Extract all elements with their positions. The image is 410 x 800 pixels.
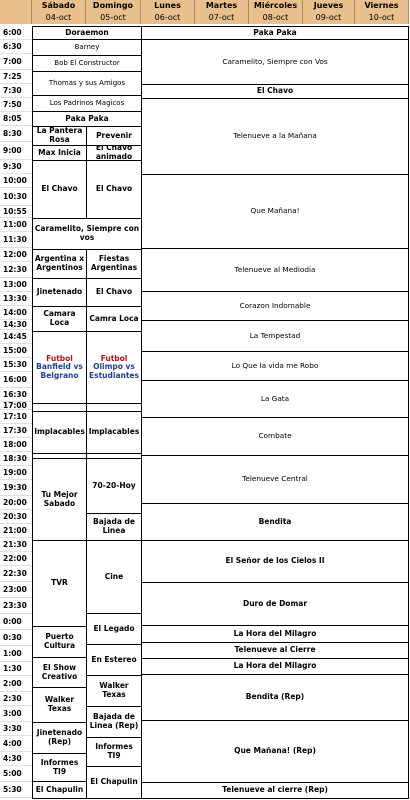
time-label: 13:00 bbox=[0, 278, 32, 292]
time-label: 9:30 bbox=[0, 160, 32, 174]
program-futbol-sun bbox=[86, 331, 142, 404]
time-label: 7:30 bbox=[0, 84, 32, 98]
header-day-tuesday: Martes bbox=[195, 0, 249, 11]
program-paka-paka-weekend: Paka Paka bbox=[32, 111, 142, 127]
time-label: 10:55 bbox=[0, 206, 32, 218]
time-label: 21:30 bbox=[0, 538, 32, 552]
program-pantera-rosa: La Pantera Rosa bbox=[32, 126, 87, 146]
header-corner bbox=[0, 0, 32, 11]
program-argentina-x-argentinos: Argentina x Argentinos bbox=[32, 249, 87, 279]
program-jinetenado: Jinetenado bbox=[32, 278, 87, 307]
time-label: 15:30 bbox=[0, 358, 32, 372]
time-label: 11:00 bbox=[0, 218, 32, 232]
time-label: 4:00 bbox=[0, 736, 32, 752]
header-corner-date bbox=[0, 11, 32, 24]
time-label: 16:30 bbox=[0, 388, 32, 402]
time-label: 16:00 bbox=[0, 372, 32, 388]
time-label: 11:30 bbox=[0, 232, 32, 248]
futbol-match: Olimpo vs Estudiantes bbox=[89, 362, 139, 380]
program-telenueve-al-mediodia: Telenueve al Mediodia bbox=[141, 248, 409, 292]
time-label: 8:05 bbox=[0, 112, 32, 126]
program-fiestas-argentinas: Fiestas Argentinas bbox=[86, 249, 142, 279]
time-label: 13:30 bbox=[0, 292, 32, 306]
program-el-chavo-sun: El Chavo bbox=[86, 160, 142, 219]
program-telenueve-al-cierre-rep: Telenueve al cierre (Rep) bbox=[141, 782, 409, 799]
program-implacables-sun: Implacables bbox=[86, 411, 142, 454]
program-caramelito-weekend: Caramelito, Siempre con vos bbox=[32, 218, 142, 250]
time-label: 23:30 bbox=[0, 598, 32, 614]
program-telenueve-central: Telenueve Central bbox=[141, 455, 409, 504]
time-label: 22:30 bbox=[0, 566, 32, 582]
time-label: 1:00 bbox=[0, 646, 32, 662]
header-date-friday: 10-oct bbox=[355, 11, 409, 24]
program-en-estereo: En Estereo bbox=[86, 644, 142, 676]
time-label: 18:30 bbox=[0, 452, 32, 466]
program-que-manana: Que Mañana! bbox=[141, 174, 409, 249]
program-la-tempestad: La Tempestad bbox=[141, 320, 409, 352]
time-label: 2:30 bbox=[0, 692, 32, 706]
header-date-thursday: 09-oct bbox=[303, 11, 355, 24]
time-label: 9:00 bbox=[0, 142, 32, 160]
time-label: 5:00 bbox=[0, 766, 32, 782]
program-paka-paka-weekdays: Paka Paka bbox=[141, 26, 409, 40]
program-bob-el-constructor: Bob El Constructor bbox=[32, 55, 142, 72]
program-que-manana-rep: Que Mañana! (Rep) bbox=[141, 720, 409, 783]
header-day-monday: Lunes bbox=[141, 0, 195, 11]
program-camra-loca: Camra Loca bbox=[86, 306, 142, 332]
time-label: 0:30 bbox=[0, 630, 32, 646]
program-bajada-de-linea-rep: Bajada de Linea (Rep) bbox=[86, 706, 142, 738]
program-corazon-indomable: Corazon Indomable bbox=[141, 291, 409, 321]
time-label: 6:30 bbox=[0, 40, 32, 54]
time-label: 12:00 bbox=[0, 248, 32, 262]
program-cine: Cine bbox=[86, 540, 142, 614]
time-label: 14:30 bbox=[0, 320, 32, 330]
time-label: 1:30 bbox=[0, 662, 32, 676]
time-label: 21:00 bbox=[0, 524, 32, 538]
time-label: 2:00 bbox=[0, 676, 32, 692]
header-date-wednesday: 08-oct bbox=[249, 11, 303, 24]
time-label: 0:00 bbox=[0, 614, 32, 630]
time-label: 17:30 bbox=[0, 424, 32, 438]
program-el-legado: El Legado bbox=[86, 613, 142, 645]
time-label: 19:30 bbox=[0, 480, 32, 496]
time-label: 4:30 bbox=[0, 752, 32, 766]
time-label: 22:00 bbox=[0, 552, 32, 566]
time-label: 7:50 bbox=[0, 98, 32, 112]
futbol-match: Banfield vs Belgrano bbox=[36, 362, 83, 380]
program-la-gata: La Gata bbox=[141, 380, 409, 418]
futbol-label: Futbol bbox=[46, 353, 73, 363]
time-label: 20:30 bbox=[0, 510, 32, 524]
header-date-saturday: 04-oct bbox=[32, 11, 86, 24]
program-prevenir: Prevenir bbox=[86, 126, 142, 146]
program-doraemon: Doraemon bbox=[32, 26, 142, 40]
time-label: 3:00 bbox=[0, 706, 32, 722]
time-label: 19:00 bbox=[0, 466, 32, 480]
time-label: 5:30 bbox=[0, 782, 32, 798]
program-el-chavo-sun-2: El Chavo bbox=[86, 278, 142, 307]
program-puerto-cultura: Puerto Cultura bbox=[32, 626, 87, 658]
time-label: 18:00 bbox=[0, 438, 32, 452]
program-el-chavo-sat: El Chavo bbox=[32, 160, 87, 219]
program-el-chavo-weekdays: El Chavo bbox=[141, 84, 409, 99]
time-label: 15:00 bbox=[0, 344, 32, 358]
time-label: 7:25 bbox=[0, 70, 32, 84]
header-day-thursday: Jueves bbox=[303, 0, 355, 11]
program-tvr: TVR bbox=[32, 540, 87, 627]
program-telenueve-a-la-manana: Telenueve a la Mañana bbox=[141, 98, 409, 175]
program-telenueve-al-cierre: Telenueve al Cierre bbox=[141, 642, 409, 659]
program-barney: Barney bbox=[32, 39, 142, 56]
program-show-creativo: El Show Creativo bbox=[32, 657, 87, 688]
program-70-20-hoy: 70-20-Hoy bbox=[86, 458, 142, 514]
program-combate: Combate bbox=[141, 417, 409, 456]
program-jinetenado-rep: Jinetenado (Rep) bbox=[32, 722, 87, 754]
program-bendita-rep: Bendita (Rep) bbox=[141, 674, 409, 721]
program-el-chavo-animado: El Chavo animado bbox=[86, 145, 142, 161]
time-label: 14:00 bbox=[0, 306, 32, 320]
program-informes-ti9-sun: Informes TI9 bbox=[86, 737, 142, 767]
time-label: 3:30 bbox=[0, 722, 32, 736]
program-walker-texas-sat: Walker Texas bbox=[32, 687, 87, 723]
program-padrinos-magicos: Los Padrinos Magicos bbox=[32, 95, 142, 112]
time-label: 20:00 bbox=[0, 496, 32, 510]
time-label: 10:30 bbox=[0, 188, 32, 206]
futbol-label: Futbol bbox=[100, 353, 128, 363]
time-label: 12:30 bbox=[0, 262, 32, 278]
header-day-sunday: Domingo bbox=[86, 0, 141, 11]
program-el-chapulin-sat: El Chapulin bbox=[32, 781, 87, 799]
time-label: 8:30 bbox=[0, 126, 32, 142]
program-bendita: Bendita bbox=[141, 503, 409, 541]
program-walker-texas-sun: Walker Texas bbox=[86, 675, 142, 707]
program-el-chapulin-sun: El Chapulin bbox=[86, 766, 142, 799]
program-el-senor-de-los-cielos: El Señor de los Cielos II bbox=[141, 540, 409, 583]
header-date-sunday: 05-oct bbox=[86, 11, 141, 24]
header-date-monday: 06-oct bbox=[141, 11, 195, 24]
time-label: 10:00 bbox=[0, 174, 32, 188]
program-lo-que-la-vida-me-robo: Lo Que la vida me Robo bbox=[141, 351, 409, 381]
program-bajada-de-linea: Bajada de Linea bbox=[86, 513, 142, 541]
program-tu-mejor-sabado: Tu Mejor Sabado bbox=[32, 458, 87, 541]
program-caramelito-weekdays: Caramelito, Siempre con Vos bbox=[141, 39, 409, 85]
program-la-hora-del-milagro-2: La Hora del Milagro bbox=[141, 658, 409, 675]
program-thomas: Thomas y sus Amigos bbox=[32, 71, 142, 96]
program-informes-ti9-sat: Informes TI9 bbox=[32, 753, 87, 782]
header-date-tuesday: 07-oct bbox=[195, 11, 249, 24]
time-label: 6:00 bbox=[0, 26, 32, 40]
time-label: 7:00 bbox=[0, 54, 32, 70]
time-label: 14:45 bbox=[0, 330, 32, 344]
header-day-saturday: Sábado bbox=[32, 0, 86, 11]
program-camara-loca: Camara Loca bbox=[32, 306, 87, 332]
program-duro-de-domar: Duro de Domar bbox=[141, 582, 409, 626]
time-label: 17:10 bbox=[0, 410, 32, 424]
time-label: 23:00 bbox=[0, 582, 32, 598]
time-label: 17:00 bbox=[0, 402, 32, 410]
program-futbol-sat bbox=[32, 331, 87, 404]
program-implacables-sat: Implacables bbox=[32, 411, 87, 454]
header-day-wednesday: Miércoles bbox=[249, 0, 303, 11]
program-max-inicia: Max Inicia bbox=[32, 145, 87, 161]
header-day-friday: Viernes bbox=[355, 0, 409, 11]
program-la-hora-del-milagro: La Hora del Milagro bbox=[141, 625, 409, 643]
